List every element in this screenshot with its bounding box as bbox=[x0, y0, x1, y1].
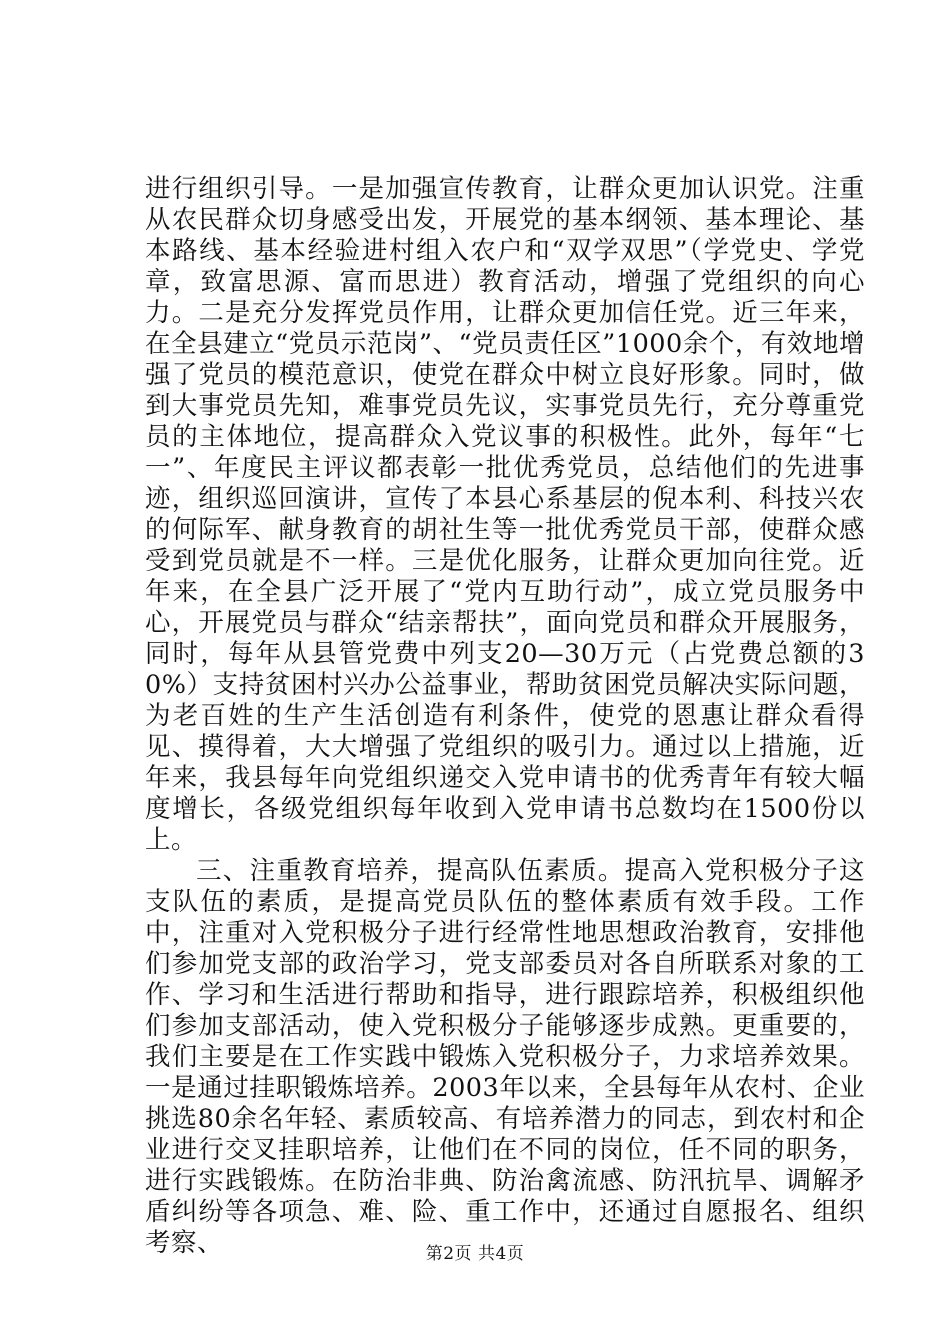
document-body bbox=[145, 174, 865, 1259]
paragraph-2: 三、注重教育培养，提高队伍素质。提高入党积极分子这支队伍的素质，是提高党员队伍的整体素质有效手段。工作中，注重对入党积极分子进行经常性地思想政治教育，安排他们参加党支部的政治学习，党支部委员对各自所联系对象的工作、学习和生活进行帮助和指导，进行跟踪培养，积极组织他们参加支部活动，使入党积极分子能够逐步成熟。更重要的，我们主要是在工作实践中锻炼入党积极分子，力求培养效果。一是通过挂职锻炼培养。2003年以来，全县每年从农村、企业挑选80余名年轻、素质较高、有培养潜力的同志，到农村和企业进行交叉挂职培养，让他们在不同的岗位，任不同的职务，进行实践锻炼。在防治非典、防治禽流感、防汛抗旱、调解矛盾纠纷等各项急、难、险、重工作中，还通过自愿报名、组织考察、 bbox=[145, 856, 865, 1258]
page-footer bbox=[0, 1243, 950, 1265]
page-number-label: 第2页 共4页 bbox=[425, 1244, 525, 1264]
paragraph-1: 进行组织引导。一是加强宣传教育，让群众更加认识党。注重从农民群众切身感受出发，开展党的基本纲领、基本理论、基本路线、基本经验进村组入农户和“双学双思”（学党史、学党章，致富思源、富而思进）教育活动，增强了党组织的向心力。二是充分发挥党员作用，让群众更加信任党。近三年来，在全县建立“党员示范岗”、“党员责任区”1000余个，有效地增强了党员的模范意识，使党在群众中树立良好形象。同时，做到大事党员先知，难事党员先议，实事党员先行，充分尊重党员的主体地位，提高群众入党议事的积极性。此外，每年“七一”、年度民主评议都表彰一批优秀党员，总结他们的先进事迹，组织巡回演讲，宣传了本县心系基层的倪本利、科技兴农的何际军、献身教育的胡社生等一批优秀党员干部，使群众感受到党员就是不一样。三是优化服务，让群众更加向往党。近年来，在全县广泛开展了“党内互助行动”，成立党员服务中心，开展党员与群众“结亲帮扶”，面向党员和群众开展服务，同时，每年从县管党费中列支20—30万元（占党费总额的30%）支持贫困村兴办公益事业，帮助贫困党员解决实际问题，为老百姓的生产生活创造有利条件，使党的恩惠让群众看得见、摸得着，大大增强了党组织的吸引力。通过以上措施，近年来，我县每年向党组织递交入党申请书的优秀青年有较大幅度增长，各级党组织每年收到入党申请书总数均在1500份以上。 bbox=[145, 174, 865, 855]
